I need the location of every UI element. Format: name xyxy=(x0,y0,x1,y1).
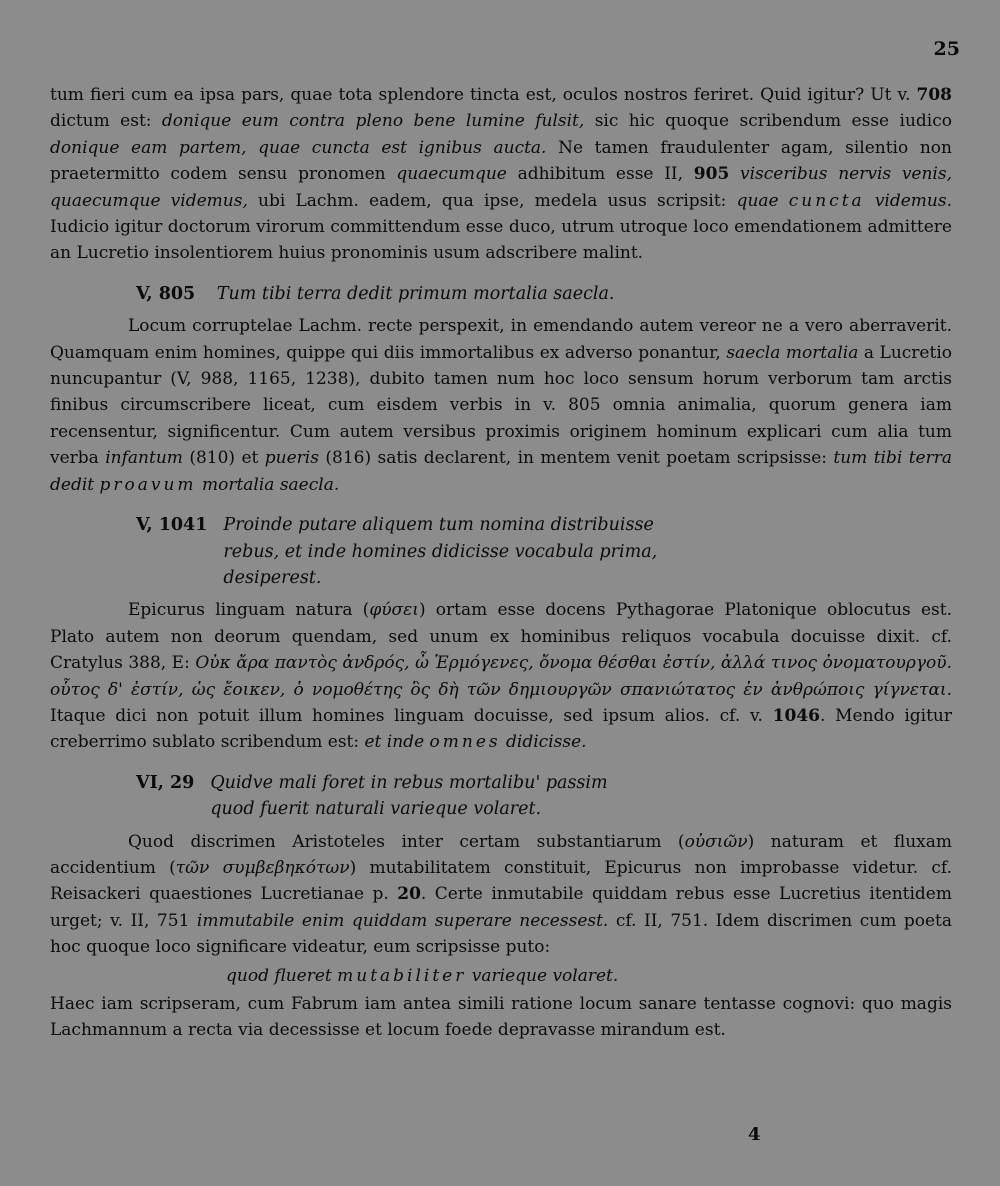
italic-text: Οὐκ ἄρα παντὸς ἀνδρός, ὦ Ἑρμόγενες, ὄνομα θέσθαι ἐστίν, ἀλλά τινος ὀνοματουργοῦ. οὗτος δ' ἐστίν, ὡς ἔοικεν, ὁ νομοθέτης ὃς δὴ τῶν δημιουργῶν σπανιώτατος ἐν ἀνθρώποις γίγνεται. xyxy=(50,653,953,700)
italic-text: φύσει xyxy=(369,600,419,621)
page-number: 25 xyxy=(933,38,960,60)
section-heading-vi-29 xyxy=(136,770,952,823)
paragraph-2: Locum corruptelae Lachm. recte perspexit, in emendando autem vereor ne a vero aberraverit. Quamquam enim homines, quippe qui diis immortalibus ex adverso ponantur, saecla mortalia a Lucretio nuncupantur (V, 988, 1165, 1238), dubito tamen num hoc loco sensum horum verborum tam arctis finibus circumscribere liceat, cum eisdem verbis in v. 805 omnia animalia, quorum genera iam recensentur, significentur. Cum autem versibus proximis originem hominum explicari cum alia tum verba infantum (810) et pueris (816) satis declarent, in mentem venit poetam scripsisse: tum tibi terra dedit proavum mortalia saecla. xyxy=(50,316,953,495)
verse-line: Proinde putare aliquem tum nomina distribuisse xyxy=(223,515,654,536)
italic-text: quaecumque xyxy=(396,164,507,185)
paragraph-5: Haec iam scripseram, cum Fabrum iam antea simili ratione locum sanare tentasse cognovi: quo magis Lachmannum a recta via decessisse et locum foede depravasse mirandum est. xyxy=(50,994,952,1041)
italic-text: proavum xyxy=(99,474,197,495)
italic-text: visceribus nervis venis, quaecumque videmus, xyxy=(50,164,953,211)
italic-text: immutabile enim quiddam superare necessest. xyxy=(196,910,609,931)
italic-text: saecla mortalia xyxy=(726,342,859,363)
paragraph-1: tum fieri cum ea ipsa pars, quae tota splendore tincta est, oculos nostros feriret. Quid igitur? Ut v. 708 dictum est: donique eum contra pleno bene lumine fulsit, sic hic quoque scribendum esse iudico donique eam partem, quae cuncta est ignibus aucta. Ne tamen fraudulenter agam, silentio non praetermitto codem sensu pronomen quaecumque adhibitum esse II, 905 visceribus nervis venis, quaecumque videmus, ubi Lachm. eadem, qua ipse, medela usus scripsit: quae cuncta videmus. Iudicio igitur doctorum virorum committendum esse duco, utrum utroque loco emendationem admittere an Lucretio insolentiorem huius pronominis usum adscribere malint. xyxy=(50,85,953,264)
italic-text: mutabiliter xyxy=(337,965,467,986)
verse-quote xyxy=(210,770,607,823)
italic-text: τῶν συμβεβηκότων xyxy=(175,857,350,878)
verse-reference: V, 805 xyxy=(136,283,196,304)
italic-text: mortalia saecla. xyxy=(196,474,340,495)
verse-reference: V, 1041 xyxy=(136,515,208,536)
italic-text: omnes xyxy=(429,732,501,753)
italic-text: varieque volaret. xyxy=(466,965,619,986)
bold-text: 905 xyxy=(693,164,730,185)
verse-quote: Tum tibi terra dedit primum mortalia saecla. xyxy=(216,283,615,304)
verse-line: desiperest. xyxy=(223,567,322,588)
emended-verse xyxy=(226,963,952,989)
verse-line: Quidve mali foret in rebus mortalibu' passim xyxy=(210,772,608,793)
italic-text: didicisse. xyxy=(500,732,587,753)
italic-text: quae xyxy=(736,190,789,211)
section-heading-v-1041 xyxy=(136,512,952,591)
italic-text: cuncta xyxy=(788,190,865,211)
signature-mark: 4 xyxy=(748,1124,761,1145)
italic-text: quod flueret xyxy=(226,965,338,986)
paragraph-3: Epicurus linguam natura (φύσει) ortam esse docens Pythagorae Platonique oblocutus est. Plato autem non deorum quendam, sed unum ex hominibus reliquos vocabula docuisse dixit. cf. Cratylus 388, E: Οὐκ ἄρα παντὸς ἀνδρός, ὦ Ἑρμόγενες, ὄνομα θέσθαι ἐστίν, ἀλλά τινος ὀνοματουργοῦ. οὗτος δ' ἐστίν, ὡς ἔοικεν, ὁ νομοθέτης ὃς δὴ τῶν δημιουργῶν σπανιώτατος ἐν ἀνθρώποις γίγνεται. Itaque dici non potuit illum homines linguam docuisse, sed ipsum alios. cf. v. 1046. Mendo igitur creberrimo sublato scribendum est: et inde omnes didicisse. xyxy=(50,600,953,753)
bold-text: 1046 xyxy=(772,705,820,726)
italic-text: donique eum contra pleno bene lumine fulsit, xyxy=(161,111,585,132)
verse-quote xyxy=(223,512,657,591)
bold-text: 20 xyxy=(397,884,421,905)
verse-line: rebus, et inde homines didicisse vocabula prima, xyxy=(223,541,658,562)
bold-text: 708 xyxy=(916,85,952,105)
italic-text: et inde xyxy=(364,732,430,753)
section-heading-v-805 xyxy=(136,281,952,307)
verse-line: quod fuerit naturali varieque volaret. xyxy=(210,799,542,820)
italic-text: tum tibi terra dedit xyxy=(50,448,953,495)
text-block xyxy=(50,82,952,1044)
italic-text: infantum xyxy=(105,448,183,469)
italic-text: videmus. xyxy=(864,190,952,211)
italic-text: donique eam partem, quae cuncta est ignibus aucta. xyxy=(50,137,547,158)
paragraph-4: Quod discrimen Aristoteles inter certam substantiarum (οὐσιῶν) naturam et fluxam accidentium (τῶν συμβεβηκότων) mutabilitatem constituit, Epicurus non improbasse videtur. cf. Reisackeri quaestiones Lucretianae p. 20. Certe inmutabile quiddam rebus esse Lucretius itentidem urget; v. II, 751 immutabile enim quiddam superare necessest. cf. II, 751. Idem discrimen cum poeta hoc quoque loco significare videatur, eum scripsisse puto: xyxy=(50,831,952,958)
verse-reference: VI, 29 xyxy=(136,772,195,793)
italic-text: οὐσιῶν xyxy=(684,831,748,852)
italic-text: pueris xyxy=(264,448,319,469)
